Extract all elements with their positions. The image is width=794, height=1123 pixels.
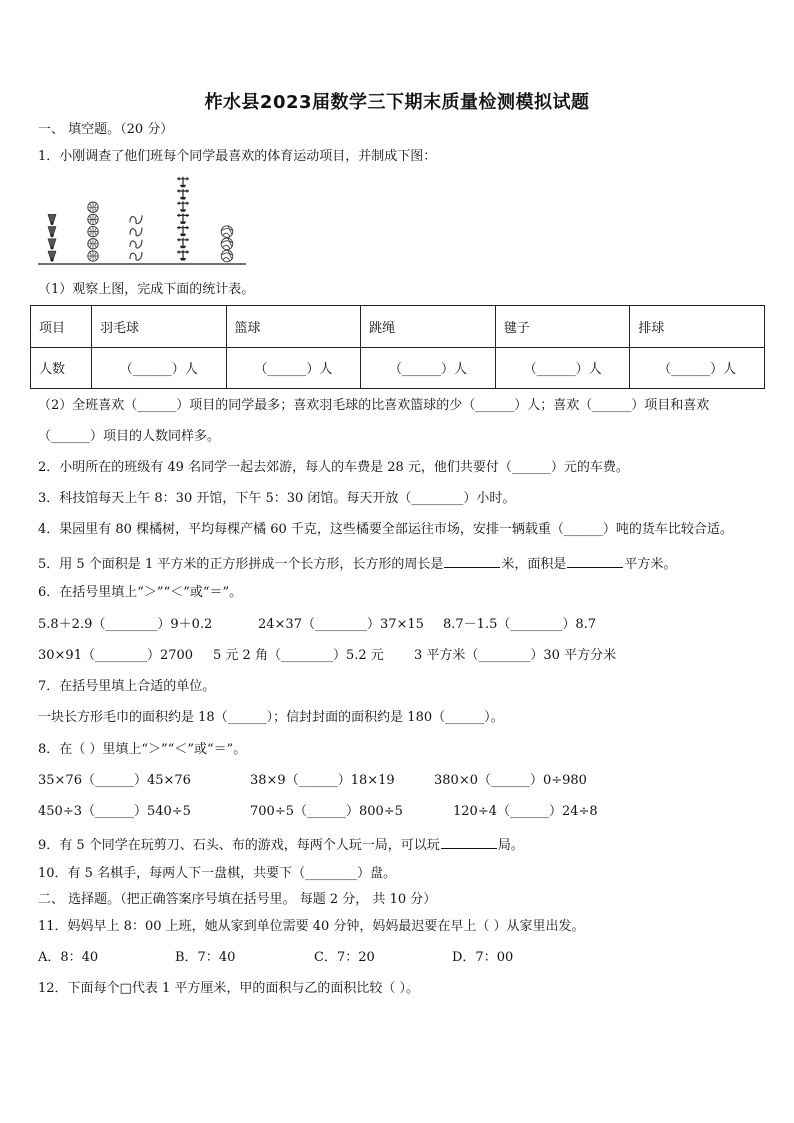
table-header-cell: 跳绳 [361, 306, 496, 348]
question-1-stem: 1．小刚调查了他们班每个同学最喜欢的体育运动项目，并制成下图： [38, 149, 437, 164]
table-header-cell: 项目 [31, 306, 92, 348]
feather-shuttlecock-icon [177, 177, 189, 188]
compare-item: 8.7－1.5（________）8.7 [443, 617, 597, 632]
feather-shuttlecock-icon [177, 189, 189, 200]
table-header-cell: 毽子 [495, 306, 630, 348]
volleyball-column [221, 226, 233, 262]
shuttlecock-icon [48, 251, 56, 262]
basketball-icon [88, 202, 98, 212]
sports-pictograph [38, 168, 248, 266]
question-6-stem: 6．在括号里填上“＞”“＜”或“＝”。 [38, 585, 243, 600]
volleyball-icon [221, 226, 233, 238]
compare-item: 3 平方米（________）30 平方分米 [414, 648, 617, 663]
pictograph-svg [38, 168, 248, 266]
volleyball-icon [221, 250, 233, 262]
statistics-table [30, 305, 765, 389]
table-header-row [31, 306, 765, 348]
jump-rope-icon [130, 215, 142, 223]
compare-item: 5.8＋2.9（________）9＋0.2 [38, 617, 213, 632]
compare-item: 24×37（________）37×15 [258, 617, 424, 632]
table-row-label: 人数 [31, 347, 92, 389]
question-1-part-2-line-2: （______）项目的人数同样多。 [38, 429, 221, 444]
basketball-icon [88, 251, 98, 261]
question-11-stem: 11．妈妈早上 8：00 上班，她从家到单位需要 40 分钟，妈妈最迟要在早上（ ）从家里出发。 [38, 919, 585, 934]
shuttlecock-icon [48, 227, 56, 238]
question-1-part-2-line-1: （2）全班喜欢（______）项目的同学最多；喜欢羽毛球的比喜欢篮球的少（______）人；喜欢（______）项目和喜欢 [38, 398, 710, 413]
question-7-line: 一块长方形毛巾的面积约是 18（______）；信封封面的面积约是 180（______）。 [38, 710, 504, 725]
answer-underline[interactable] [444, 553, 500, 568]
section-2-heading: 二、 选择题。（把正确答案序号填在括号里。 每题 2 分， 共 10 分） [38, 892, 437, 907]
section-1-heading: 一、 填空题。（20 分） [38, 122, 174, 137]
compare-item: 120÷4（______）24÷8 [453, 804, 598, 819]
shuttlecock-icon [48, 214, 56, 225]
jump-rope-icon [130, 228, 142, 236]
compare-item: 38×9（______）18×19 [250, 773, 395, 788]
compare-item: 30×91（________）2700 [38, 648, 194, 663]
answer-blank-cell[interactable]: （______）人 [495, 347, 630, 389]
question-4: 4．果园里有 80 棵橘树，平均每棵产橘 60 千克，这些橘要全部运往市场，安排一辆载重（______）吨的货车比较合适。 [38, 522, 733, 537]
compare-item: 450÷3（______）540÷5 [38, 804, 191, 819]
table-row [31, 347, 765, 389]
feather-shuttlecock-icon [177, 250, 189, 261]
table-header-cell: 篮球 [226, 306, 361, 348]
answer-blank-cell[interactable]: （______）人 [630, 347, 765, 389]
shuttlecock-column [48, 214, 56, 261]
jianzi-column [177, 177, 189, 261]
question-1-part-1: （1）观察上图，完成下面的统计表。 [38, 282, 255, 297]
question-5-part-a: 5．用 5 个面积是 1 平方米的正方形拼成一个长方形，长方形的周长是 [38, 557, 444, 572]
compare-item: 5 元 2 角（________）5.2 元 [213, 648, 384, 663]
option-b[interactable]: B．7：40 [175, 950, 236, 965]
question-9-part-b: 局。 [497, 838, 524, 853]
basketball-column [88, 202, 98, 261]
question-2: 2．小明所在的班级有 49 名同学一起去郊游，每人的车费是 28 元，他们共要付（______）元的车费。 [38, 460, 629, 475]
shuttlecock-icon [48, 239, 56, 250]
question-3: 3．科技馆每天上午 8：30 开馆，下午 5：30 闭馆。每天开放（________）小时。 [38, 491, 516, 506]
question-10: 10．有 5 名棋手，每两人下一盘棋，共要下（________）盘。 [38, 866, 397, 881]
question-9 [38, 834, 524, 855]
feather-shuttlecock-icon [177, 213, 189, 224]
basketball-icon [88, 239, 98, 249]
answer-underline[interactable] [567, 553, 623, 568]
question-12-stem: 12．下面每个□代表 1 平方厘米，甲的面积与乙的面积比较（ ）。 [38, 981, 419, 996]
feather-shuttlecock-icon [177, 226, 189, 237]
option-c[interactable]: C．7：20 [314, 950, 375, 965]
question-5-part-c: 平方米。 [624, 557, 677, 572]
compare-item: 380×0（______）0÷980 [434, 773, 587, 788]
question-5-part-b: 米，面积是 [501, 557, 567, 572]
basketball-icon [88, 226, 98, 236]
compare-item: 35×76（______）45×76 [38, 773, 191, 788]
answer-blank-cell[interactable]: （______）人 [91, 347, 226, 389]
answer-underline[interactable] [441, 834, 497, 849]
answer-blank-cell[interactable]: （______）人 [361, 347, 496, 389]
answer-blank-cell[interactable]: （______）人 [226, 347, 361, 389]
table-header-cell: 羽毛球 [91, 306, 226, 348]
option-d[interactable]: D．7：00 [452, 950, 514, 965]
page-title: 柞水县2023届数学三下期末质量检测模拟试题 [204, 92, 590, 113]
jump-rope-icon [130, 240, 142, 248]
question-5 [38, 553, 676, 574]
option-a[interactable]: A．8：40 [38, 950, 99, 965]
table-header-cell: 排球 [630, 306, 765, 348]
compare-item: 700÷5（______）800÷5 [250, 804, 403, 819]
feather-shuttlecock-icon [177, 238, 189, 249]
feather-shuttlecock-icon [177, 201, 189, 212]
question-7-stem: 7．在括号里填上合适的单位。 [38, 679, 216, 694]
question-8-stem: 8．在（ ）里填上“＞”“＜”或“＝”。 [38, 742, 247, 757]
volleyball-icon [221, 238, 233, 250]
basketball-icon [88, 214, 98, 224]
question-9-part-a: 9．有 5 个同学在玩剪刀、石头、布的游戏，每两个人玩一局，可以玩 [38, 838, 440, 853]
jump-rope-icon [130, 252, 142, 260]
jump-rope-column [130, 215, 142, 260]
